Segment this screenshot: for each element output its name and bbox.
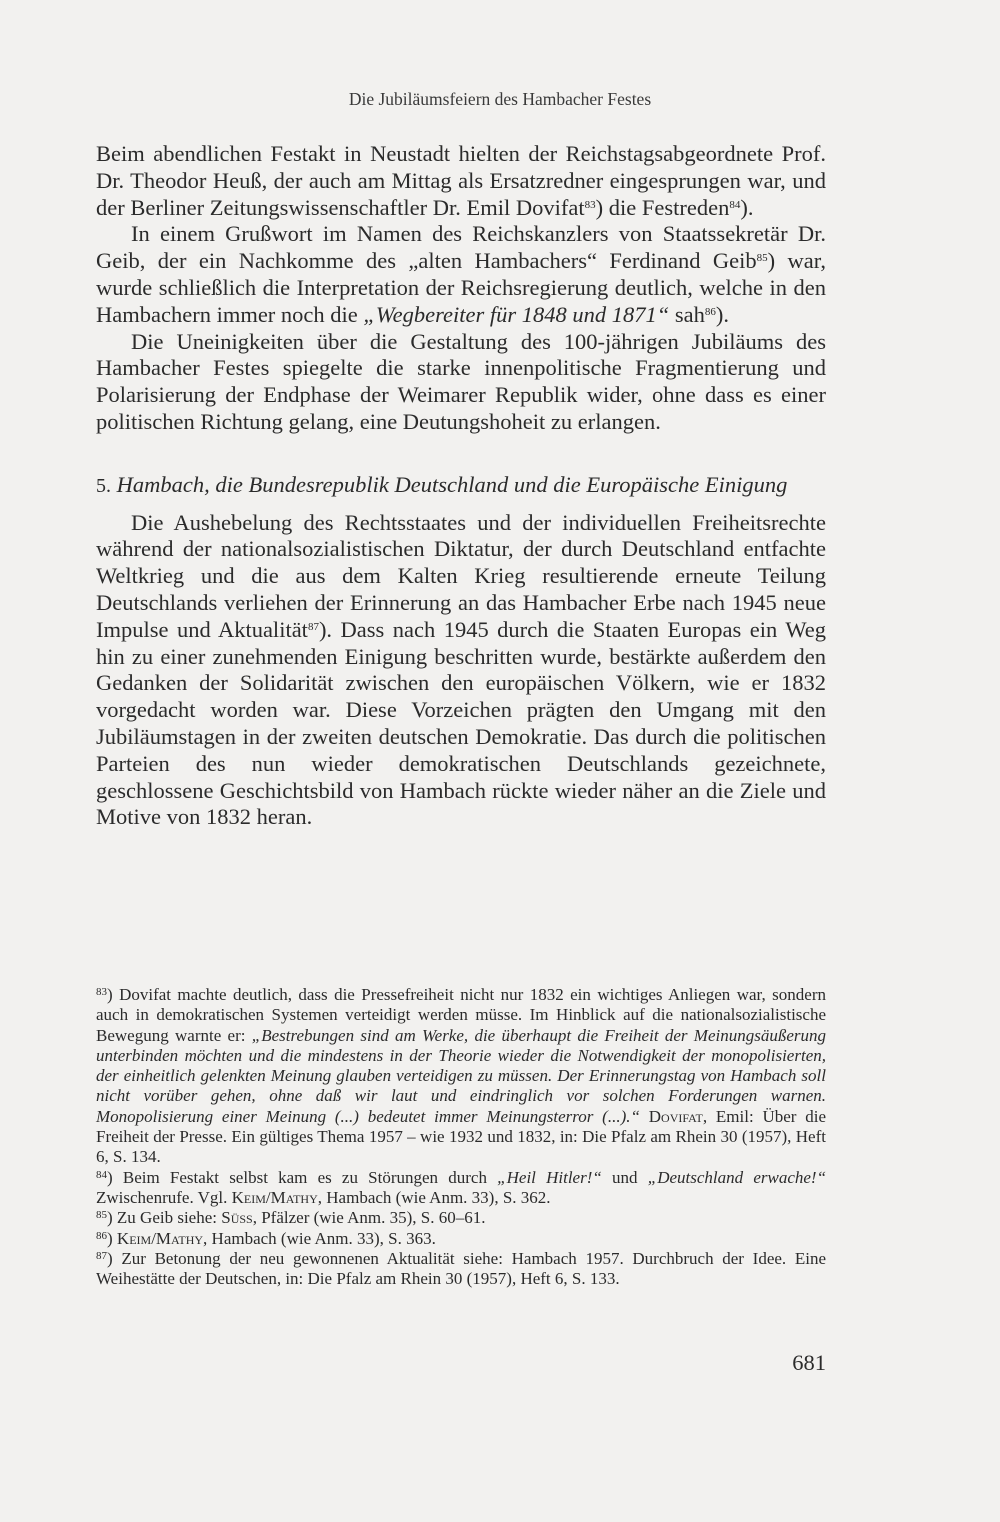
footnote-quote: „Bestrebungen sind am Werke, die überhaupt die Freiheit der Meinungsäußerung unterbinden möchten und die mindestens in der Theorie wieder die Notwendigkeit der monopolisierten, der einheitlich gelenkten Meinung glauben verteidigen zu müssen. Der Erinnerungstag von Hambach soll nicht vorüber gehen, ohne daß wir laut und eindringlich vor solchen Forderungen warnen. Monopolisierung einer Meinung (...) bedeutet immer Meinungsterror (...).“ [96,1025,826,1126]
paragraph-text: ). [740,194,754,220]
paragraph-text: ). [715,301,729,327]
paragraph-text: ). Dass nach 1945 durch die Staaten Europas ein Weg hin zu einer zunehmenden Einigung beschritten wurde, bestärkte außerdem den Gedanken der Solidarität zwischen den europäischen Völkern, wie er 1832 vorgedacht worden war. Diese Vorzeichen prägten den Umgang mit den Jubiläumstagen in der zweiten deutschen Demokratie. Das durch die politischen Parteien des nun wieder demokratischen Deutschlands gezeichnete, geschlossene Geschichtsbild von Hambach rückte wieder näher an die Ziele und Motive von 1832 heran. [96,616,826,830]
footnote-86 [96,1229,826,1249]
footnote-number: 87 [96,1249,107,1262]
footnote-text: Zwischenrufe. Vgl. [96,1187,232,1207]
footnote-84 [96,1168,826,1209]
paragraph-text: sah [669,301,705,327]
author-name: Dovifat [648,1106,703,1126]
footnotes [96,985,826,1289]
footnote-83 [96,985,826,1168]
footnote-85 [96,1208,826,1228]
author-name: Keim/Mathy [231,1187,318,1207]
footnote-text: , Emil: Über die Freiheit der Presse. Ein gültiges Thema 1957 – wie 1932 und 1832, in: Die Pfalz am Rhein 30 (1957), Heft 6, S. 134. [96,1106,827,1167]
paragraph-text: Beim abendlichen Festakt in Neustadt hielten der Reichstagsabgeordnete Prof. Dr. Theodor Heuß, der auch am Mittag als Ersatzredner eingesprungen war, und der Berliner Zeitungswissenschaftler Dr. Emil Dovifat [96,141,826,220]
section-heading [96,472,826,500]
footnote-text: ) Zur Betonung der neu gewonnenen Aktualität siehe: Hambach 1957. Durchbruch der Idee. Eine Weihestätte der Deutschen, in: Die Pfalz am Rhein 30 (1957), Heft 6, S. 133. [96,1248,826,1289]
paragraph-text: Die Aushebelung des Rechtsstaates und der individuellen Freiheitsrechte während der nationalsozialistischen Diktatur, der durch Deutschland entfachte Weltkrieg und die aus dem Kalten Krieg resultierende erneute Teilung Deutschlands verliehen der Erinnerung an das Hambacher Erbe nach 1945 neue Impulse und Aktualität [96,509,826,642]
footnote-ref: 83 [584,198,596,211]
footnote-text: , Pfälzer (wie Anm. 35), S. 60–61. [252,1208,486,1228]
footnote-ref: 87 [307,620,319,633]
footnote-quote: „Deutschland erwache!“ [647,1167,827,1187]
quotation: „Wegbereiter für 1848 und 1871“ [363,301,670,327]
paragraph [96,141,826,221]
paragraph [96,510,826,832]
author-name: Süss [221,1208,253,1228]
footnote-text: , Hambach (wie Anm. 33), S. 362. [317,1187,551,1207]
paragraph-text: ) war, wurde schließlich die Interpretation der Reichsregierung deutlich, welche in den Hambachern immer noch die [96,248,826,327]
footnote-text: und [601,1167,648,1187]
footnote-text: ) [107,1228,117,1248]
footnote-number: 84 [96,1168,107,1181]
footnote-ref: 84 [729,198,741,211]
section-title: Hambach, die Bundesrepublik Deutschland und die Europäische Einigung [116,471,788,497]
footnote-ref: 86 [704,305,716,318]
footnote-text: , Hambach (wie Anm. 33), S. 363. [203,1228,436,1248]
footnote-number: 83 [96,986,107,998]
footnote-text: ) Dovifat machte deutlich, dass die Pressefreiheit nicht nur 1832 ein wichtiges Anliegen war, sondern auch in demokratischen Systemen verteidigt werden müsse. Im Hinblick auf die nationalsozialistische Bewegung warnte er: [96,985,826,1045]
running-head: Die Jubiläumsfeiern des Hambacher Festes [348,89,652,109]
footnote-number: 85 [96,1209,107,1222]
paragraph [96,221,826,328]
section-number: 5. [96,474,111,497]
footnote-87 [96,1249,826,1290]
footnote-ref: 85 [756,252,768,265]
body-text [96,141,826,831]
footnote-quote: „Heil Hitler!“ [497,1167,602,1187]
footnote-text: ) Zu Geib siehe: [107,1208,222,1228]
footnote-text: ) Beim Festakt selbst kam es zu Störungen durch [107,1167,498,1187]
paragraph: Die Uneinigkeiten über die Gestaltung des 100-jährigen Jubiläums des Hambacher Festes spiegelte die starke innenpolitische Fragmentierung und Polarisierung der Endphase der Weimarer Republik wider, ohne dass es einer politischen Richtung gelang, eine Deutungshoheit zu erlangen. [96,328,826,434]
footnote-number: 86 [96,1229,107,1242]
author-name: Keim/Mathy [116,1228,204,1248]
paragraph-text: ) die Festreden [595,194,730,220]
page-number: 681 [792,1350,826,1375]
paragraph-text: In einem Grußwort im Namen des Reichskanzlers von Staatssekretär Dr. Geib, der ein Nachkomme des „alten Hambachers“ Ferdinand Geib [96,221,826,274]
